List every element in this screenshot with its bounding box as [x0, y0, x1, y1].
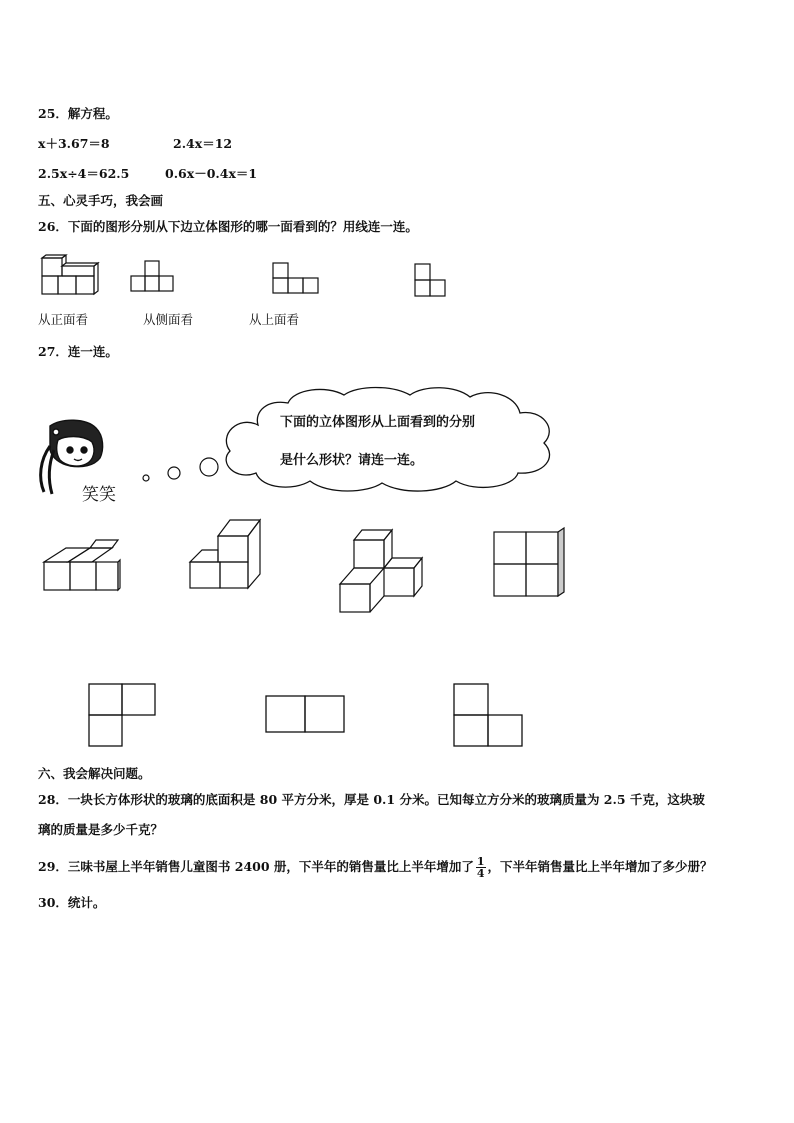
- section-6-title: 六、我会解决问题。: [38, 766, 151, 781]
- q27-title: 27．连一连。: [38, 344, 118, 359]
- equation-4: 0.6x－0.4x＝1: [165, 166, 258, 181]
- q27-view-2: [265, 695, 347, 735]
- q26-solid-figure: [40, 255, 102, 297]
- q27-solid-1: [42, 538, 122, 594]
- label-side-view: 从侧面看: [143, 312, 194, 327]
- q28-line-1: 28．一块长方体形状的玻璃的底面积是 80 平方分米，厚是 0.1 分米。已知每立方分米的玻璃质量为 2.5 千克，这块玻: [38, 792, 705, 807]
- equation-2: 2.4x＝12: [173, 136, 233, 151]
- girl-name: 笑笑: [82, 485, 116, 505]
- label-top-view: 从上面看: [249, 312, 300, 327]
- q29-after: ，下半年销售量比上半年增加了多少册？: [487, 859, 713, 874]
- speech-cloud: [218, 385, 560, 495]
- q26-view-3: [414, 263, 448, 299]
- q29-frac-den: 4: [476, 867, 485, 880]
- section-5-title: 五、心灵手巧，我会画: [38, 193, 164, 208]
- q26-view-1: [130, 260, 176, 294]
- q25-title: 25．解方程。: [38, 106, 118, 121]
- q29-text: [38, 856, 713, 879]
- q27-solid-2: [188, 518, 264, 594]
- q29-fraction: [476, 856, 486, 879]
- q27-view-1: [88, 683, 158, 749]
- q26-title: 26．下面的图形分别从下边立体图形的哪一面看到的？用线连一连。: [38, 219, 418, 234]
- thought-dots: [140, 455, 220, 485]
- q29-before: 29．三味书屋上半年销售儿童图书 2400 册，下半年的销售量比上半年增加了: [38, 859, 474, 874]
- bubble-line-2: 是什么形状？请连一连。: [280, 453, 424, 468]
- q26-view-2: [272, 262, 320, 296]
- q30-title: 30．统计。: [38, 895, 106, 910]
- q29-frac-num: 1: [476, 855, 485, 868]
- equation-1: x＋3.67＝8: [38, 136, 110, 151]
- equation-3: 2.5x÷4＝62.5: [38, 166, 130, 181]
- label-front-view: 从正面看: [38, 312, 89, 327]
- q27-view-3: [453, 683, 525, 749]
- q27-solid-3: [338, 528, 428, 618]
- q27-solid-4: [492, 528, 568, 598]
- q28-line-2: 璃的质量是多少千克？: [38, 822, 164, 837]
- bubble-line-1: 下面的立体图形从上面看到的分别: [280, 415, 476, 430]
